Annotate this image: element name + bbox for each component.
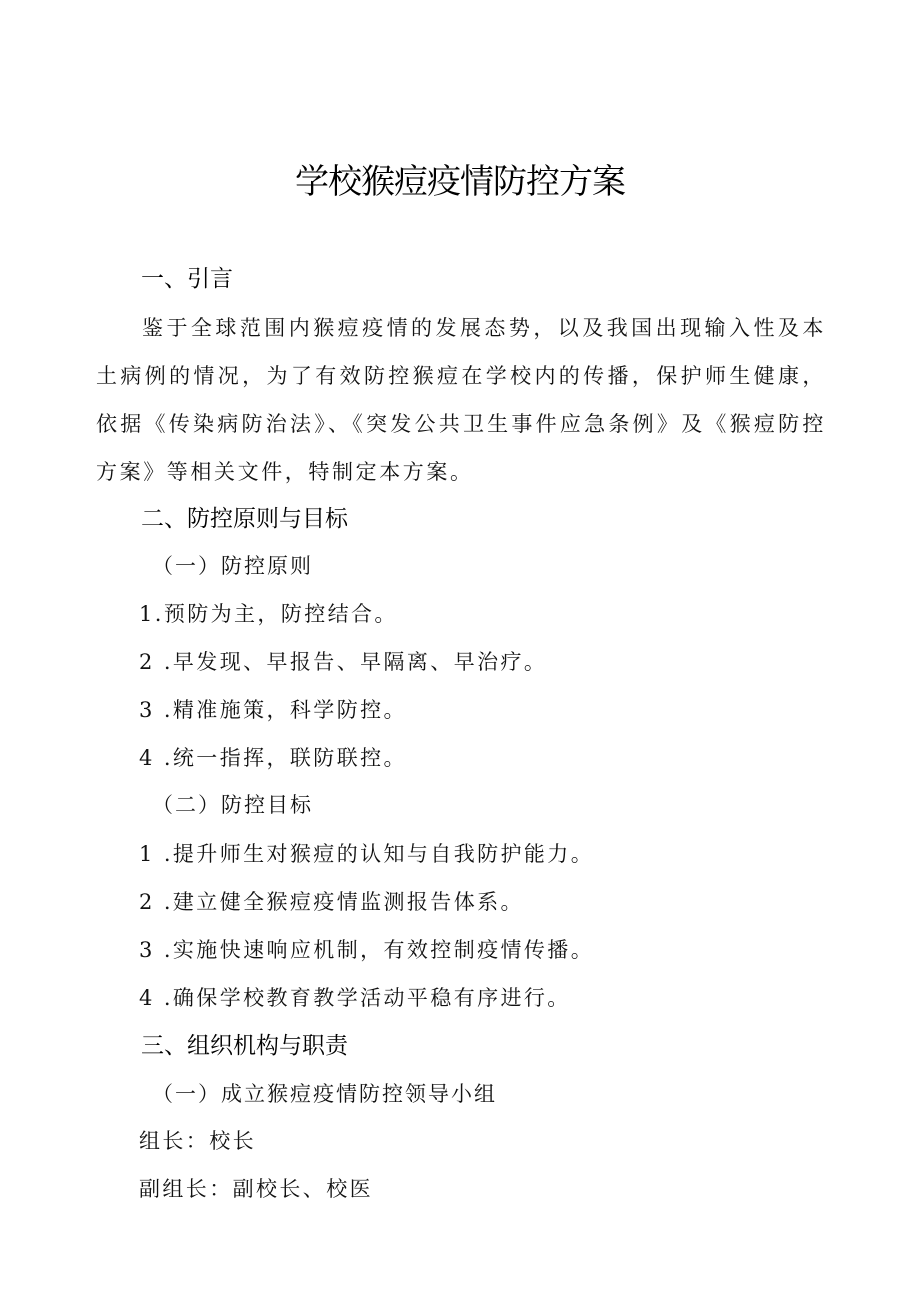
principle-item-3: 3 .精准施策，科学防控。: [139, 698, 407, 722]
group-deputy-line: 副组长：副校长、校医: [139, 1177, 373, 1201]
subheading-goals: （二）防控目标: [152, 793, 313, 817]
document-title: 学校猴痘疫情防控方案: [295, 162, 625, 202]
subheading-principles: （一）防控原则: [152, 554, 313, 578]
goal-item-3: 3 .实施快速响应机制，有效控制疫情传播。: [139, 938, 595, 962]
goal-item-4: 4 .确保学校教育教学活动平稳有序进行。: [139, 986, 571, 1010]
section-heading-organization: 三、组织机构与职责: [141, 1033, 348, 1059]
section-heading-principles-goals: 二、防控原则与目标: [141, 506, 348, 532]
goal-item-1: 1 .提升师生对猴痘的认知与自我防护能力。: [139, 842, 595, 866]
introduction-paragraph: 鉴于全球范围内猴痘疫情的发展态势，以及我国出现输入性及本土病例的情况，为了有效防控猴痘在学校内的传播，保护师生健康，依据《传染病防治法》、《突发公共卫生事件应急条例》及《猴痘防控方案》等相关文件，特制定本方案。: [96, 316, 826, 484]
goal-item-2: 2 .建立健全猴痘疫情监测报告体系。: [139, 890, 524, 914]
group-leader-line: 组长：校长: [139, 1129, 256, 1153]
principle-item-2: 2 .早发现、早报告、早隔离、早治疗。: [139, 650, 548, 674]
principle-item-1: 1.预防为主，防控结合。: [139, 602, 398, 626]
section-heading-introduction: 一、引言: [141, 266, 233, 292]
subheading-leading-group: （一）成立猴痘疫情防控领导小组: [152, 1082, 497, 1106]
principle-item-4: 4 .统一指挥，联防联控。: [139, 746, 407, 770]
